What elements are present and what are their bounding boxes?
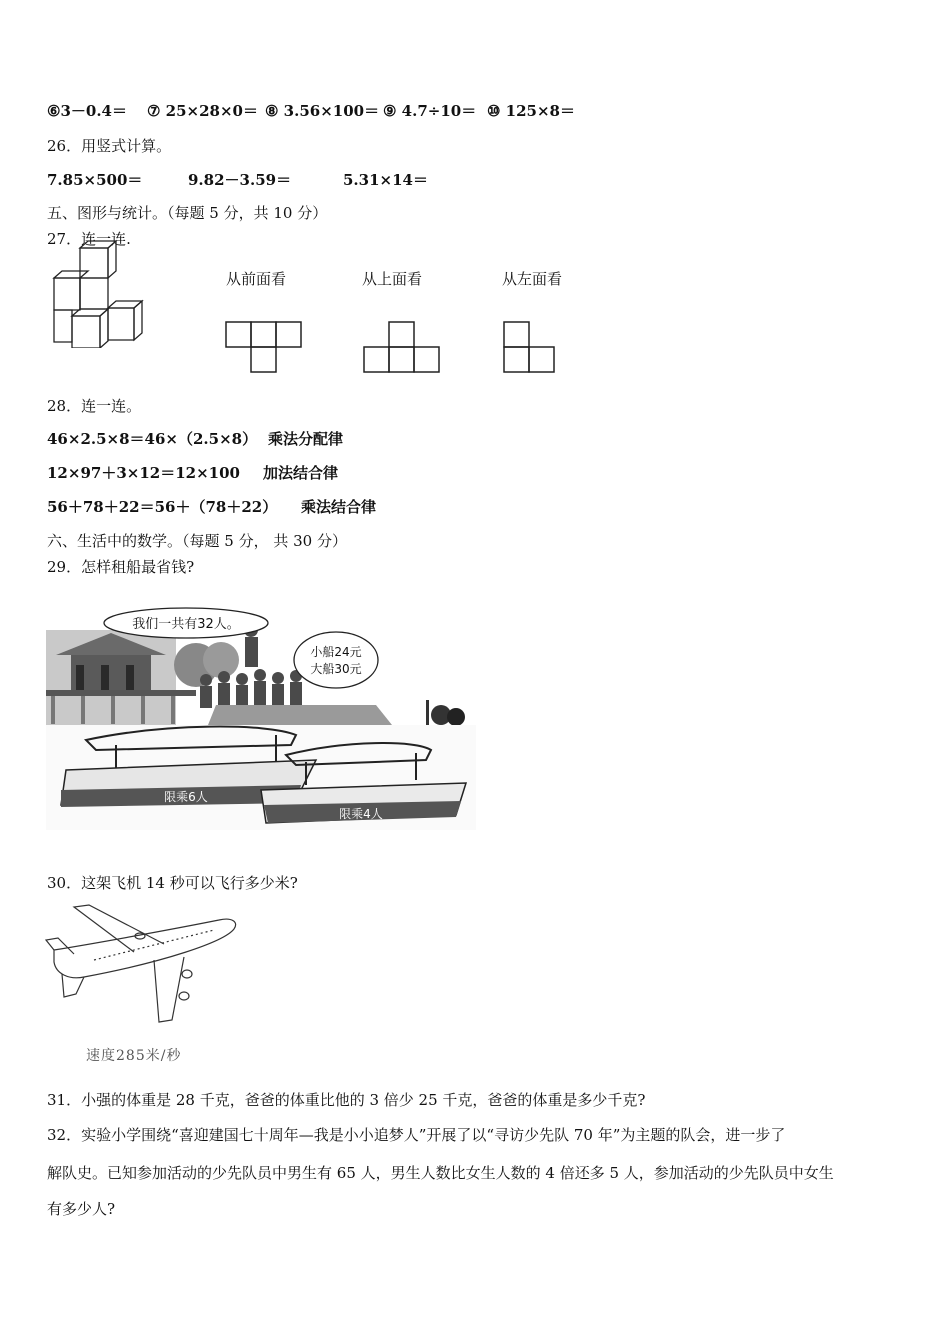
q27-title: 27．连一连. [47, 230, 131, 248]
q26-expr-3: 5.31×14＝ [343, 171, 428, 189]
airplane-icon [44, 902, 244, 1027]
q28-left-3: 56＋78＋22＝56＋（78＋22） [47, 498, 278, 516]
q31-text: 31．小强的体重是 28 千克，爸爸的体重比他的 3 倍少 25 千克，爸爸的体重是多少千克? [47, 1091, 646, 1109]
boat-big-label: 限乘6人 [164, 790, 208, 804]
q32-line-2: 解队史。已知参加活动的少先队员中男生有 65 人，男生人数比女生人数的 4 倍还多 5 人，参加活动的少先队员中女生 [47, 1164, 834, 1182]
q30-title: 30．这架飞机 14 秒可以飞行多少米? [47, 874, 298, 892]
view-top-label: 从上面看 [362, 270, 423, 288]
view-left-label: 从左面看 [502, 270, 563, 288]
expr-7: ⑦ 25×28×0＝ [147, 102, 258, 120]
q32-line-1: 32．实验小学围绕“喜迎建国七十周年—我是小小追梦人”开展了以“寻访少先队 70 年”为主题的队会，进一步了 [47, 1126, 786, 1144]
expr-9: ⑨ 4.7÷10＝ [383, 102, 477, 120]
front-view-shape [224, 320, 304, 374]
section-5-heading: 五、图形与统计。（每题 5 分，共 10 分） [47, 204, 328, 222]
q26-expr-1: 7.85×500＝ [47, 171, 143, 189]
speed-label: 速度285米/秒 [86, 1048, 182, 1064]
q26-title: 26．用竖式计算。 [47, 137, 172, 155]
cube-stack-figure [50, 238, 150, 348]
left-view-shape [502, 320, 557, 374]
q29-title: 29．怎样租船最省钱? [47, 558, 195, 576]
expr-10: ⑩ 125×8＝ [487, 102, 575, 120]
q28-left-1: 46×2.5×8＝46×（2.5×8） [47, 430, 258, 448]
section-6-heading: 六、生活中的数学。（每题 5 分， 共 30 分） [47, 532, 347, 550]
q28-title: 28．连一连。 [47, 397, 142, 415]
boat-small-label: 限乘4人 [339, 807, 383, 821]
top-view-shape [362, 320, 442, 374]
q28-left-2: 12×97＋3×12＝12×100 [47, 464, 240, 482]
expr-6: ⑥3－0.4＝ [47, 102, 127, 120]
boat-rental-illustration [46, 605, 476, 830]
q28-right-1: 乘法分配律 [268, 430, 344, 448]
speech-text: 我们一共有32人。 [132, 617, 240, 632]
price-small-boat: 小船24元 [310, 645, 362, 659]
price-big-boat: 大船30元 [310, 662, 362, 676]
q26-expr-2: 9.82－3.59＝ [188, 171, 292, 189]
q28-right-3: 乘法结合律 [301, 498, 377, 516]
view-front-label: 从前面看 [226, 270, 287, 288]
q32-line-3: 有多少人? [47, 1200, 116, 1218]
expr-8: ⑧ 3.56×100＝ [265, 102, 380, 120]
q28-right-2: 加法结合律 [263, 464, 339, 482]
